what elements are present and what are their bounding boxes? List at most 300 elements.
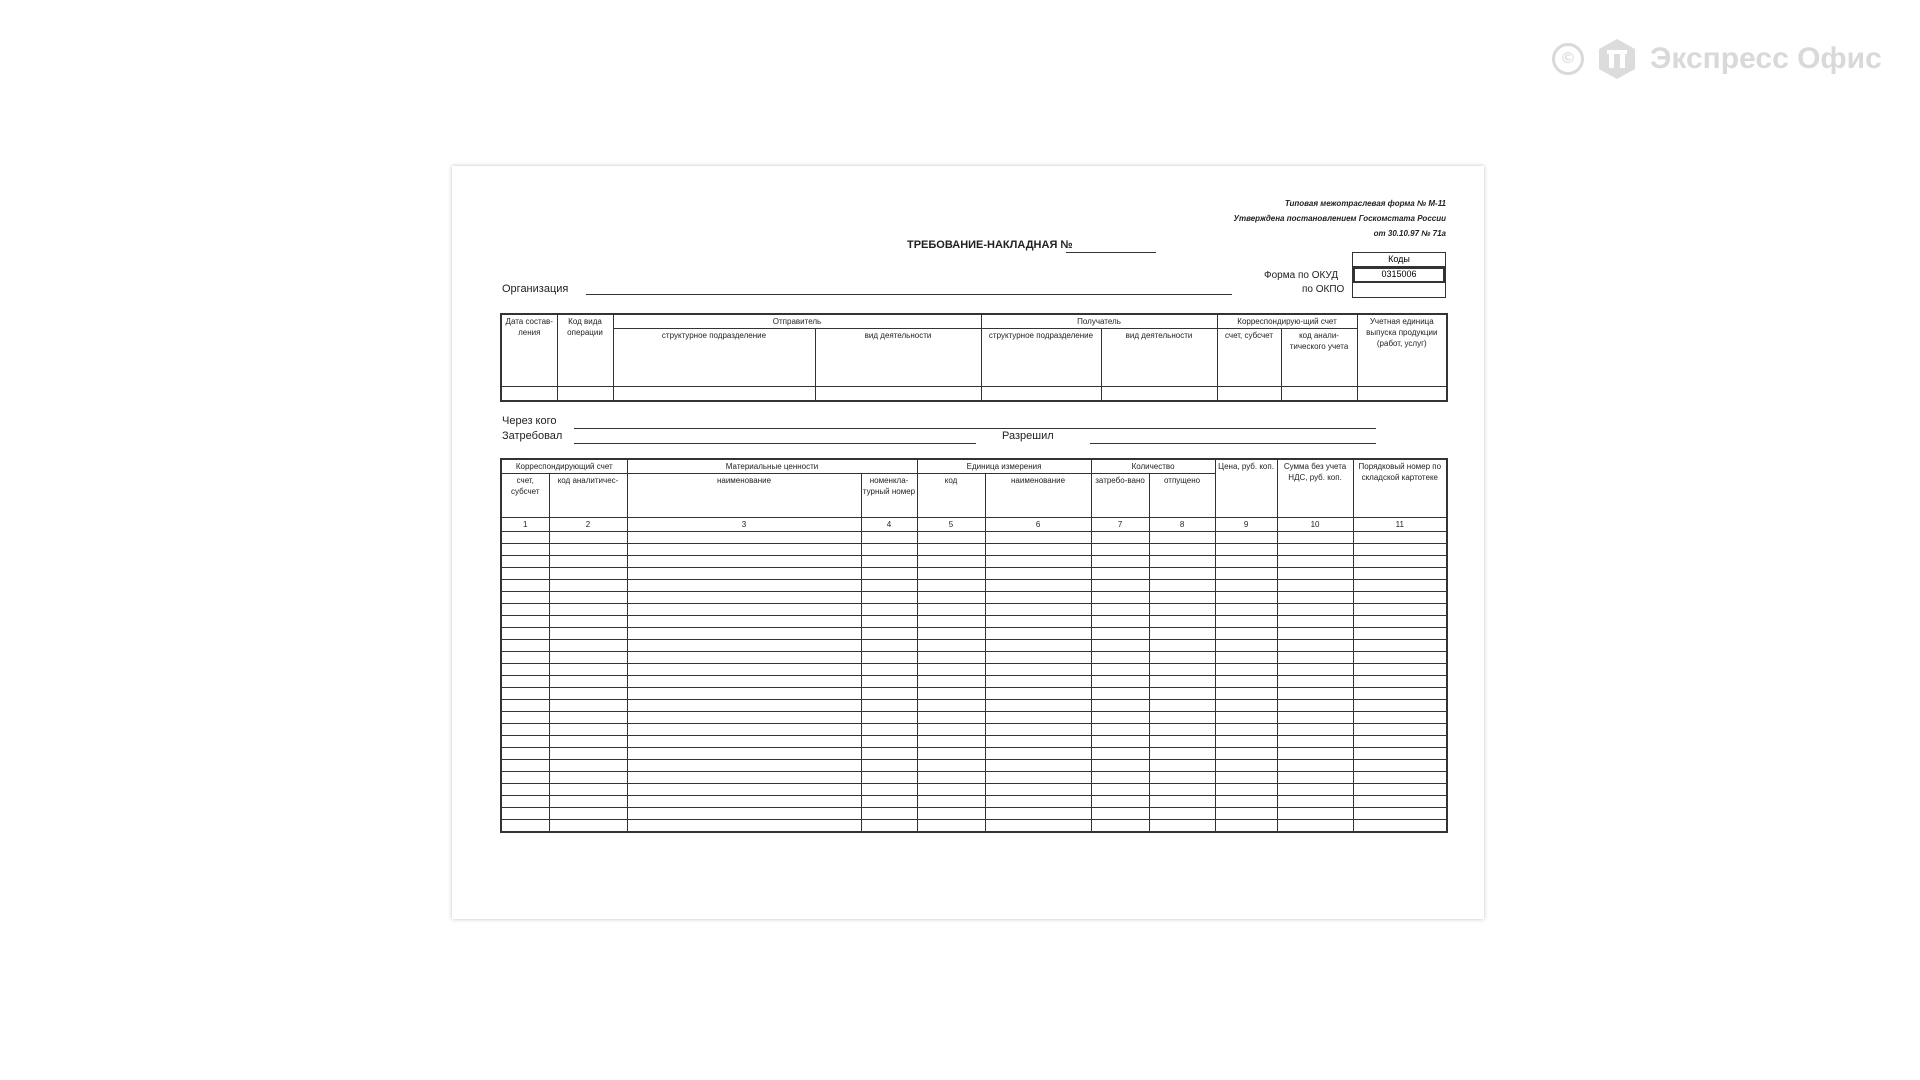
table-cell (549, 796, 627, 808)
okpo-label: по ОКПО (1302, 284, 1345, 295)
table-cell (1149, 724, 1215, 736)
table-cell (1277, 604, 1353, 616)
table-cell (549, 736, 627, 748)
table-cell (627, 640, 861, 652)
table-cell (627, 808, 861, 820)
table-cell (861, 784, 917, 796)
table-cell (861, 664, 917, 676)
table-cell (549, 652, 627, 664)
table-row (501, 748, 1447, 760)
table-cell (985, 760, 1091, 772)
table-cell (549, 568, 627, 580)
table-cell (1215, 796, 1277, 808)
table-cell (549, 700, 627, 712)
table-cell (627, 820, 861, 832)
table-cell (627, 652, 861, 664)
table-cell (1353, 808, 1447, 820)
nomenclature-header: номенкла-турный номер (861, 474, 917, 518)
codes-header: Коды (1353, 253, 1445, 267)
table-cell (549, 772, 627, 784)
table-cell (985, 772, 1091, 784)
table-cell (1353, 568, 1447, 580)
table-cell (501, 724, 549, 736)
table-cell (1149, 772, 1215, 784)
table-cell (917, 592, 985, 604)
table-cell (861, 652, 917, 664)
via-line (574, 428, 1376, 429)
table-cell (1277, 664, 1353, 676)
document-title: ТРЕБОВАНИЕ-НАКЛАДНАЯ № (907, 239, 1073, 251)
table-cell (549, 532, 627, 544)
table-cell (985, 796, 1091, 808)
table-cell (627, 796, 861, 808)
quantity-header: Количество (1091, 459, 1215, 474)
table-cell (627, 688, 861, 700)
organization-label: Организация (502, 283, 569, 295)
table-cell (1277, 772, 1353, 784)
table-cell (985, 640, 1091, 652)
table-cell (985, 724, 1091, 736)
table-cell (1091, 808, 1149, 820)
table-cell (501, 772, 549, 784)
table-cell (1215, 640, 1277, 652)
table-cell (1091, 772, 1149, 784)
table-cell (1215, 652, 1277, 664)
table-cell (1091, 544, 1149, 556)
table-row (501, 532, 1447, 544)
table-cell (1215, 532, 1277, 544)
table-cell (1149, 652, 1215, 664)
col-number: 3 (627, 518, 861, 532)
table-cell (1277, 688, 1353, 700)
table-cell (1277, 580, 1353, 592)
table-cell (861, 676, 917, 688)
table-cell (627, 568, 861, 580)
table-row (501, 712, 1447, 724)
table-cell (861, 628, 917, 640)
table-cell (501, 556, 549, 568)
via-label: Через кого (502, 415, 557, 427)
table-cell (861, 592, 917, 604)
table-cell (627, 760, 861, 772)
table-cell (985, 676, 1091, 688)
table-cell (501, 736, 549, 748)
table-cell (501, 664, 549, 676)
table-cell (917, 820, 985, 832)
col-number: 2 (549, 518, 627, 532)
table-cell (627, 712, 861, 724)
table-cell (1277, 748, 1353, 760)
date-header: Дата состав-ления (501, 314, 557, 387)
table-row (501, 604, 1447, 616)
table-cell (1215, 760, 1277, 772)
table-cell (1277, 724, 1353, 736)
document-sheet (452, 166, 1484, 919)
table-cell (917, 532, 985, 544)
table-cell (627, 592, 861, 604)
table-cell (1149, 544, 1215, 556)
op-code-header: Код вида операции (557, 314, 613, 387)
table-cell (861, 688, 917, 700)
table-cell (1215, 724, 1277, 736)
qty-requested-header: затребо-вано (1091, 474, 1149, 518)
table-cell (985, 556, 1091, 568)
table-cell (627, 604, 861, 616)
table-cell (917, 604, 985, 616)
table-cell (1215, 784, 1277, 796)
analytic-header: код аналитичес- (549, 474, 627, 518)
table-cell (549, 580, 627, 592)
table-cell (861, 748, 917, 760)
table-cell (1353, 772, 1447, 784)
table-cell (985, 628, 1091, 640)
requested-line (574, 443, 976, 444)
okud-value: 0315006 (1353, 267, 1445, 283)
table-cell (549, 760, 627, 772)
table-cell (861, 640, 917, 652)
receiver-unit-header: структурное подразделение (981, 329, 1101, 387)
table-cell (1277, 808, 1353, 820)
table-cell (1215, 712, 1277, 724)
table-cell (501, 676, 549, 688)
table-cell (627, 556, 861, 568)
table-cell (1215, 616, 1277, 628)
table-row (501, 616, 1447, 628)
table-cell (1091, 796, 1149, 808)
unit-header: Единица измерения (917, 459, 1091, 474)
table-cell (549, 712, 627, 724)
table-row (501, 724, 1447, 736)
table-cell (1215, 604, 1277, 616)
table-cell (549, 628, 627, 640)
table-cell (917, 580, 985, 592)
table-cell (627, 676, 861, 688)
table-cell (1091, 580, 1149, 592)
table-row (501, 808, 1447, 820)
table-cell (1091, 760, 1149, 772)
table-cell (861, 568, 917, 580)
table-cell (1091, 676, 1149, 688)
table-cell (1353, 736, 1447, 748)
table-cell (627, 748, 861, 760)
table-cell (1277, 760, 1353, 772)
table-cell (917, 712, 985, 724)
table-cell (1149, 736, 1215, 748)
table-cell (861, 616, 917, 628)
form-note (1234, 196, 1446, 241)
table-cell (627, 664, 861, 676)
table-cell (985, 748, 1091, 760)
table-cell (861, 796, 917, 808)
table-cell (549, 784, 627, 796)
table-row (501, 544, 1447, 556)
table-cell (549, 640, 627, 652)
table-cell (1091, 592, 1149, 604)
table-row (501, 652, 1447, 664)
table-cell (1091, 628, 1149, 640)
table-cell (985, 580, 1091, 592)
table-row (501, 592, 1447, 604)
receiver-header: Получатель (981, 314, 1217, 329)
unit-name-header: наименование (985, 474, 1091, 518)
table-cell (627, 544, 861, 556)
table-cell (501, 604, 549, 616)
table-cell (917, 808, 985, 820)
table-cell (549, 724, 627, 736)
table-cell (1091, 748, 1149, 760)
table-cell (1215, 628, 1277, 640)
table-cell (985, 532, 1091, 544)
table-row (501, 580, 1447, 592)
table-cell (1149, 760, 1215, 772)
table-cell (861, 700, 917, 712)
table-row (501, 760, 1447, 772)
table-row (501, 820, 1447, 832)
table-cell (549, 808, 627, 820)
okud-label: Форма по ОКУД (1264, 270, 1339, 281)
watermark (1552, 36, 1882, 82)
table-cell (1215, 772, 1277, 784)
sender-header: Отправитель (613, 314, 981, 329)
table-cell (985, 784, 1091, 796)
table-cell (627, 628, 861, 640)
col-number: 6 (985, 518, 1091, 532)
table-cell (917, 556, 985, 568)
table-cell (861, 760, 917, 772)
table-cell (1353, 640, 1447, 652)
material-header: Материальные ценности (627, 459, 917, 474)
qty-released-header: отпущено (1149, 474, 1215, 518)
table-cell (1091, 820, 1149, 832)
col-number: 9 (1215, 518, 1277, 532)
account-header: счет, субсчет (1217, 329, 1281, 387)
table-cell (1215, 688, 1277, 700)
col-number: 4 (861, 518, 917, 532)
table-cell (917, 772, 985, 784)
table-cell (917, 664, 985, 676)
table-cell (1215, 748, 1277, 760)
table-cell (1353, 712, 1447, 724)
table-cell (501, 820, 549, 832)
watermark-brand: Экспресс Офис (1650, 42, 1882, 75)
material-name-header: наименование (627, 474, 861, 518)
table-cell (1353, 604, 1447, 616)
table-cell (917, 616, 985, 628)
table-cell (501, 544, 549, 556)
table-cell (1215, 820, 1277, 832)
table-row (501, 640, 1447, 652)
table-cell (549, 616, 627, 628)
table-cell (1091, 700, 1149, 712)
col-number: 7 (1091, 518, 1149, 532)
table-cell (1091, 736, 1149, 748)
organization-line (586, 294, 1232, 295)
table-cell (549, 592, 627, 604)
table-cell (627, 724, 861, 736)
table-cell (501, 532, 549, 544)
table-cell (1215, 592, 1277, 604)
table-cell (917, 784, 985, 796)
okpo-value (1353, 283, 1445, 297)
table-cell (1091, 724, 1149, 736)
table-cell (1091, 616, 1149, 628)
table-cell (1149, 700, 1215, 712)
table-cell (861, 820, 917, 832)
table-cell (917, 676, 985, 688)
table-cell (627, 784, 861, 796)
table-cell (501, 712, 549, 724)
table-cell (1149, 676, 1215, 688)
receiver-activity-header: вид деятельности (1101, 329, 1217, 387)
table-row (501, 784, 1447, 796)
table-cell (501, 640, 549, 652)
table-row (501, 664, 1447, 676)
col-number: 5 (917, 518, 985, 532)
table-cell (1215, 664, 1277, 676)
table-cell (917, 736, 985, 748)
table-cell (985, 808, 1091, 820)
table-cell (985, 604, 1091, 616)
table-cell (1277, 784, 1353, 796)
table-cell (1353, 748, 1447, 760)
table-cell (627, 532, 861, 544)
table-cell (501, 688, 549, 700)
column-numbers-row (501, 518, 1447, 532)
unit-code-header: код (917, 474, 985, 518)
table-cell (1149, 580, 1215, 592)
table-cell (501, 568, 549, 580)
table-cell (1353, 724, 1447, 736)
table-cell (917, 724, 985, 736)
table-cell (1149, 712, 1215, 724)
table-cell (627, 736, 861, 748)
table-cell (1091, 664, 1149, 676)
table-cell (1277, 628, 1353, 640)
unit-output-header: Учетная единица выпуска продукции (работ, услуг) (1357, 314, 1447, 387)
table-cell (501, 748, 549, 760)
allowed-line (1090, 443, 1376, 444)
table-row (501, 688, 1447, 700)
table-cell (1277, 820, 1353, 832)
table-cell (549, 556, 627, 568)
form-note-line: Типовая межотраслевая форма № М-11 (1284, 199, 1446, 208)
account-header: счет, субсчет (501, 474, 549, 518)
table-cell (1091, 652, 1149, 664)
table-cell (985, 664, 1091, 676)
table-cell (1353, 688, 1447, 700)
table-cell (501, 616, 549, 628)
table-cell (1091, 640, 1149, 652)
requested-label: Затребовал (502, 430, 563, 442)
table-cell (861, 712, 917, 724)
table-cell (1149, 628, 1215, 640)
table-cell (1277, 532, 1353, 544)
table-cell (985, 592, 1091, 604)
table-cell (1353, 784, 1447, 796)
table-cell (985, 700, 1091, 712)
table-cell (1353, 820, 1447, 832)
sum-header: Сумма без учета НДС, руб. коп. (1277, 459, 1353, 518)
table-cell (501, 652, 549, 664)
table-cell (549, 688, 627, 700)
price-header: Цена, руб. коп. (1215, 459, 1277, 518)
title-number-line (1066, 252, 1156, 253)
table-cell (861, 532, 917, 544)
table-cell (861, 604, 917, 616)
table-cell (1149, 784, 1215, 796)
table-cell (985, 568, 1091, 580)
table-cell (1149, 640, 1215, 652)
form-note-line: Утверждена постановлением Госкомстата России (1233, 214, 1446, 223)
col-number: 1 (501, 518, 549, 532)
table-cell (1149, 664, 1215, 676)
table-cell (501, 808, 549, 820)
corr-account-header: Корреспондирую-щий счет (1217, 314, 1357, 329)
table-cell (1091, 688, 1149, 700)
table-cell (1215, 568, 1277, 580)
table-cell (1149, 532, 1215, 544)
table-cell (917, 760, 985, 772)
table-cell (1277, 736, 1353, 748)
table-cell (917, 796, 985, 808)
table-cell (501, 592, 549, 604)
table-cell (627, 700, 861, 712)
table-cell (627, 772, 861, 784)
table-cell (1353, 580, 1447, 592)
table-cell (1353, 592, 1447, 604)
table-cell (1353, 676, 1447, 688)
table-cell (985, 712, 1091, 724)
table-cell (1277, 592, 1353, 604)
table-cell (549, 820, 627, 832)
table-row (501, 676, 1447, 688)
table-cell (1215, 544, 1277, 556)
table-cell (1277, 712, 1353, 724)
table-cell (1091, 556, 1149, 568)
table-cell (549, 676, 627, 688)
table-cell (1215, 736, 1277, 748)
table-cell (1277, 616, 1353, 628)
table-cell (1149, 808, 1215, 820)
table-cell (917, 748, 985, 760)
table-cell (1149, 604, 1215, 616)
table-cell (985, 820, 1091, 832)
table-cell (549, 664, 627, 676)
table-cell (1277, 652, 1353, 664)
items-table (500, 458, 1448, 833)
table-cell (1353, 664, 1447, 676)
codes-box (1352, 252, 1446, 298)
table-cell (1277, 700, 1353, 712)
table-cell (1215, 580, 1277, 592)
table-cell (985, 736, 1091, 748)
table-cell (1277, 568, 1353, 580)
table-row (501, 796, 1447, 808)
table-row (501, 387, 1447, 401)
table-cell (627, 616, 861, 628)
table-cell (1149, 796, 1215, 808)
express-office-logo-icon (1594, 36, 1640, 82)
table-cell (917, 652, 985, 664)
table-cell (501, 760, 549, 772)
table-cell (1353, 796, 1447, 808)
table-cell (1149, 568, 1215, 580)
table-cell (861, 736, 917, 748)
table-cell (1091, 568, 1149, 580)
table-cell (1091, 604, 1149, 616)
table-cell (917, 688, 985, 700)
table-cell (1353, 532, 1447, 544)
